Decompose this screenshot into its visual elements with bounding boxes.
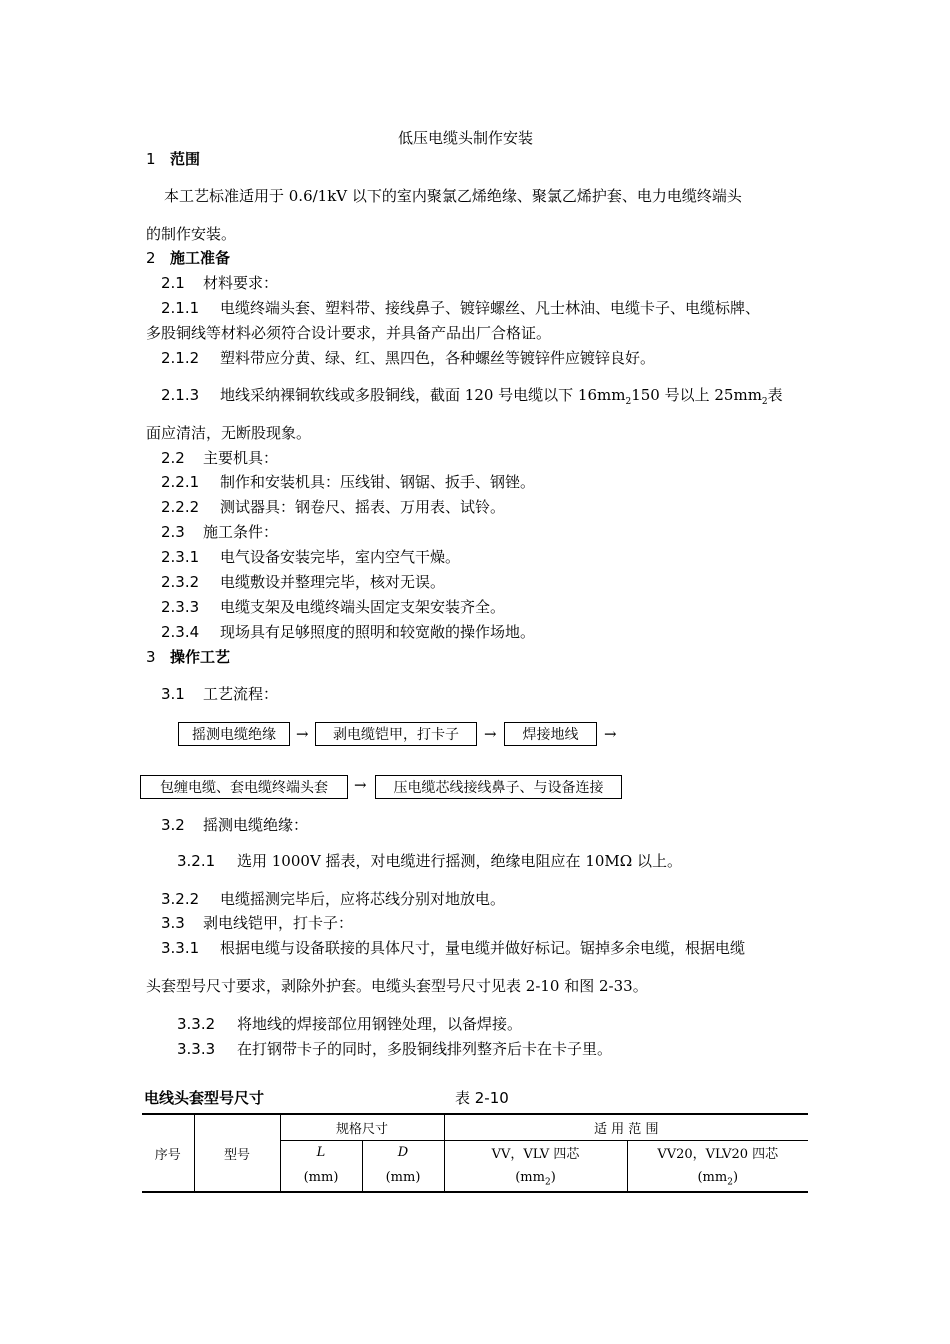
header-scope: 适 用 范 围 xyxy=(444,1114,808,1140)
clause-2-3-number: 2.3 xyxy=(161,523,185,541)
clause-2-1-text: 材料要求： xyxy=(203,274,279,292)
section-1-heading: 范围 xyxy=(170,150,201,168)
section-3-number: 3 xyxy=(146,648,156,666)
flow-arrow-2: → xyxy=(484,725,497,743)
section-2-heading: 施工准备 xyxy=(170,249,231,267)
clause-3-2-number: 3.2 xyxy=(161,816,185,834)
clause-2-2-text: 主要机具： xyxy=(203,449,279,467)
clause-2-3-3-number: 2.3.3 xyxy=(161,598,200,616)
clause-3-3-1-number: 3.3.1 xyxy=(161,939,200,957)
flow-arrow-4: → xyxy=(354,776,367,794)
table-number: 表 2-10 xyxy=(455,1089,509,1107)
header-vv-unit: $(mm_2)$ xyxy=(444,1164,627,1192)
clause-3-3-2-text: 将地线的焊接部位用钢锉处理，以备焊接。 xyxy=(237,1015,523,1033)
clause-2-1-1-number: 2.1.1 xyxy=(161,299,200,317)
clause-2-2-number: 2.2 xyxy=(161,449,185,467)
header-model: 型号 xyxy=(194,1114,280,1192)
clause-2-2-1-number: 2.2.1 xyxy=(161,473,200,491)
spec-table xyxy=(142,1113,808,1193)
flow-step-weld-ground: 焊接地线 xyxy=(504,722,597,746)
clause-2-3-1-text: 电气设备安装完毕，室内空气干燥。 xyxy=(220,548,461,566)
clause-2-3-4-number: 2.3.4 xyxy=(161,623,200,641)
header-l: L xyxy=(280,1140,362,1164)
header-d: D xyxy=(362,1140,444,1164)
clause-2-1-2-text: 塑料带应分黄、绿、红、黑四色，各种螺丝等镀锌件应镀锌良好。 xyxy=(220,349,656,367)
paragraph-scope-line-1: 本工艺标准适用于 0.6/1kV 以下的室内聚氯乙烯绝缘、聚氯乙烯护套、电力电缆终端头 xyxy=(164,187,742,205)
clause-3-2-2-number: 3.2.2 xyxy=(161,890,200,908)
clause-3-2-text: 摇测电缆绝缘： xyxy=(203,816,309,834)
clause-2-1-3-text-cont: 面应清洁，无断股现象。 xyxy=(146,424,312,442)
clause-2-3-3-text: 电缆支架及电缆终端头固定支架安装齐全。 xyxy=(220,598,506,616)
clause-2-1-3-number: 2.1.3 xyxy=(161,386,200,404)
clause-2-2-2-text: 测试器具：钢卷尺、摇表、万用表、试铃。 xyxy=(220,498,506,516)
paragraph-scope-line-2: 的制作安装。 xyxy=(146,225,237,243)
clause-2-3-1-number: 2.3.1 xyxy=(161,548,200,566)
header-index: 序号 xyxy=(142,1114,194,1192)
header-vv: VV，VLV 四芯 xyxy=(444,1140,627,1164)
clause-2-1-1-text: 电缆终端头套、塑料带、接线鼻子、镀锌螺丝、凡士林油、电缆卡子、电缆标牌、 xyxy=(220,299,761,317)
section-3-heading: 操作工艺 xyxy=(170,648,231,666)
flow-step-strip-armor: 剥电缆铠甲，打卡子 xyxy=(315,722,477,746)
clause-2-1-3-text: 地线采纳裸铜软线或多股铜线，截面 120 号电缆以下 $16mm_2150$ 号以上 $25mm_2$表 xyxy=(220,386,783,407)
section-2-number: 2 xyxy=(146,249,156,267)
header-vv20-unit: $(mm_2)$ xyxy=(627,1164,808,1192)
clause-3-3-3-number: 3.3.3 xyxy=(177,1040,216,1058)
clause-3-3-1-text: 根据电缆与设备联接的具体尺寸，量电缆并做好标记。锯掉多余电缆，根据电缆 xyxy=(220,939,746,957)
flow-arrow-3: → xyxy=(604,725,617,743)
clause-2-3-text: 施工条件： xyxy=(203,523,279,541)
clause-3-3-2-number: 3.3.2 xyxy=(177,1015,216,1033)
clause-2-1-2-number: 2.1.2 xyxy=(161,349,200,367)
clause-3-3-text: 剥电线铠甲，打卡子： xyxy=(203,914,354,932)
flow-arrow-1: → xyxy=(296,725,309,743)
clause-2-2-2-number: 2.2.2 xyxy=(161,498,200,516)
table-caption: 电线头套型号尺寸 xyxy=(144,1089,265,1107)
clause-3-2-2-text: 电缆摇测完毕后，应将芯线分别对地放电。 xyxy=(220,890,506,908)
clause-2-3-4-text: 现场具有足够照度的照明和较宽敞的操作场地。 xyxy=(220,623,536,641)
flow-step-crimp-connect: 压电缆芯线接线鼻子、与设备连接 xyxy=(375,775,622,799)
clause-3-3-number: 3.3 xyxy=(161,914,185,932)
clause-2-2-1-text: 制作和安装机具：压线钳、钢锯、扳手、钢锉。 xyxy=(220,473,536,491)
clause-3-2-1-number: 3.2.1 xyxy=(177,852,216,870)
header-l-unit: (mm) xyxy=(280,1164,362,1192)
header-d-unit: (mm) xyxy=(362,1164,444,1192)
flow-step-insulation-test: 摇测电缆绝缘 xyxy=(178,722,290,746)
header-vv20: VV20，VLV20 四芯 xyxy=(657,1146,779,1162)
header-spec: 规格尺寸 xyxy=(280,1114,444,1140)
clause-3-3-3-text: 在打钢带卡子的同时，多股铜线排列整齐后卡在卡子里。 xyxy=(237,1040,613,1058)
page-title: 低压电缆头制作安装 xyxy=(398,129,534,147)
clause-3-1-number: 3.1 xyxy=(161,685,185,703)
clause-2-3-2-number: 2.3.2 xyxy=(161,573,200,591)
clause-2-1-number: 2.1 xyxy=(161,274,185,292)
clause-2-3-2-text: 电缆敷设并整理完毕，核对无误。 xyxy=(220,573,446,591)
flow-step-wrap-cable: 包缠电缆、套电缆终端头套 xyxy=(140,775,348,799)
clause-3-1-text: 工艺流程： xyxy=(203,685,279,703)
clause-3-2-1-text: 选用 1000V 摇表，对电缆进行摇测，绝缘电阻应在 10MΩ 以上。 xyxy=(237,852,682,870)
section-1-number: 1 xyxy=(146,150,156,168)
clause-2-1-1-text-cont: 多股铜线等材料必须符合设计要求，并具备产品出厂合格证。 xyxy=(146,324,552,342)
clause-3-3-1-text-cont: 头套型号尺寸要求，剥除外护套。电缆头套型号尺寸见表 2-10 和图 2-33。 xyxy=(146,977,648,995)
